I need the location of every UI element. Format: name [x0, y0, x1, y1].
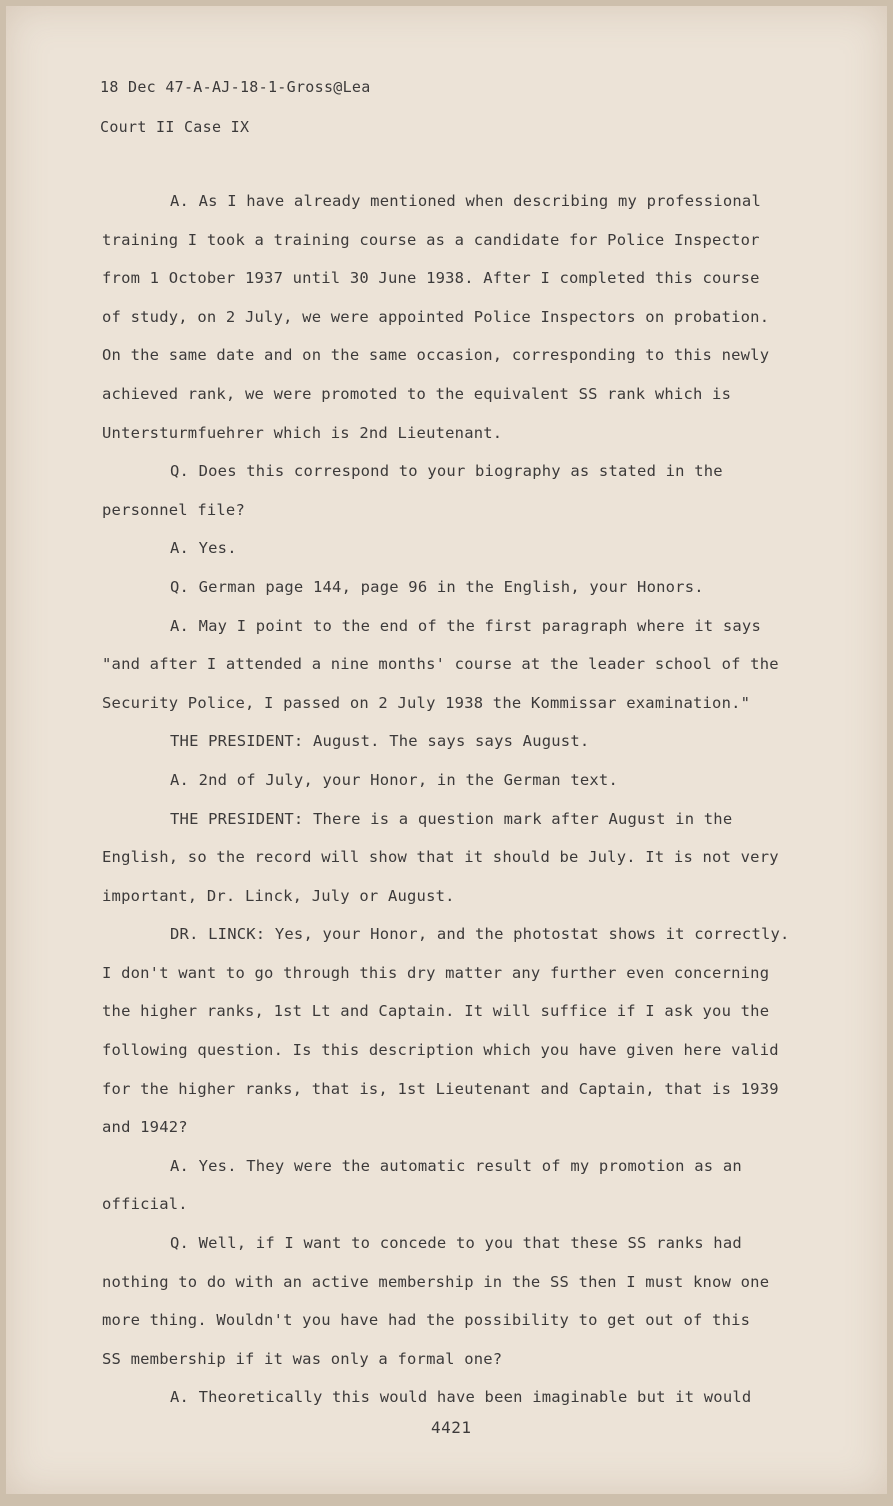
transcript-line: Untersturmfuehrer which is 2nd Lieutenant. — [102, 423, 503, 442]
transcript-line: A. Theoretically this would have been imaginable but it would — [170, 1388, 752, 1407]
transcript-line: personnel file? — [102, 500, 245, 519]
transcript-line: A. Yes. — [170, 539, 237, 558]
transcript-line: A. Yes. They were the automatic result of my promotion as an — [170, 1156, 742, 1175]
page-number: 4421 — [431, 1418, 472, 1437]
transcript-line: the higher ranks, 1st Lt and Captain. It will suffice if I ask you the — [102, 1002, 770, 1021]
transcript-line: official. — [102, 1195, 188, 1214]
transcript-line: On the same date and on the same occasion, corresponding to this newly — [102, 346, 770, 365]
transcript-line: nothing to do with an active membership in the SS then I must know one — [102, 1272, 770, 1291]
document-page — [6, 6, 887, 1494]
transcript-line: THE PRESIDENT: There is a question mark after August in the — [170, 809, 733, 828]
transcript-line: SS membership if it was only a formal one? — [102, 1349, 503, 1368]
transcript-line: from 1 October 1937 until 30 June 1938. After I completed this course — [102, 269, 760, 288]
transcript-body — [102, 182, 822, 1417]
transcript-line: of study, on 2 July, we were appointed Police Inspectors on probation. — [102, 307, 770, 326]
transcript-line: Q. Does this correspond to your biography as stated in the — [170, 462, 723, 481]
transcript-line: THE PRESIDENT: August. The says says August. — [170, 732, 590, 751]
transcript-line: for the higher ranks, that is, 1st Lieutenant and Captain, that is 1939 — [102, 1079, 779, 1098]
document-reference: 18 Dec 47-A-AJ-18-1-Gross@Lea — [100, 78, 371, 96]
transcript-line: Q. Well, if I want to concede to you that these SS ranks had — [170, 1234, 742, 1253]
transcript-line: A. As I have already mentioned when describing my professional — [170, 192, 761, 210]
transcript-line: more thing. Wouldn't you have had the possibility to get out of this — [102, 1311, 751, 1330]
transcript-line: and 1942? — [102, 1118, 188, 1137]
transcript-line: A. May I point to the end of the first paragraph where it says — [170, 616, 761, 635]
transcript-line: training I took a training course as a candidate for Police Inspector — [102, 230, 760, 249]
court-case-label: Court II Case IX — [100, 118, 250, 136]
transcript-line: English, so the record will show that it should be July. It is not very — [102, 848, 779, 867]
transcript-line: achieved rank, we were promoted to the equivalent SS rank which is — [102, 384, 732, 403]
transcript-line: Security Police, I passed on 2 July 1938 the Kommissar examination." — [102, 693, 751, 712]
transcript-line: I don't want to go through this dry matter any further even concerning — [102, 963, 770, 982]
transcript-line: following question. Is this description which you have given here valid — [102, 1041, 779, 1060]
transcript-line: important, Dr. Linck, July or August. — [102, 886, 455, 905]
transcript-line: DR. LINCK: Yes, your Honor, and the photostat shows it correctly. — [170, 925, 790, 944]
transcript-line: "and after I attended a nine months' course at the leader school of the — [102, 655, 779, 674]
transcript-line: Q. German page 144, page 96 in the English, your Honors. — [170, 577, 704, 596]
transcript-line: A. 2nd of July, your Honor, in the German text. — [170, 770, 618, 789]
